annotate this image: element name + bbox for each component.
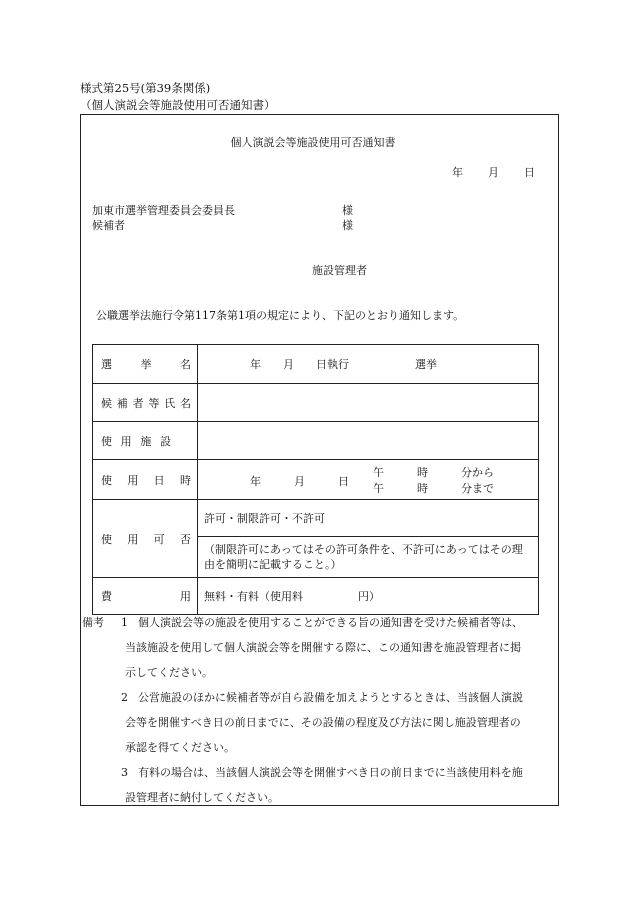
- label-election-name: 選 挙 名: [93, 345, 198, 384]
- recipient-2: [92, 217, 125, 233]
- doc-title: 個人演説会等施設使用可否通知書: [230, 136, 396, 149]
- recipient-2-honorific: 様: [342, 219, 353, 232]
- remark-2-num: 2: [121, 691, 128, 704]
- label-candidate-name: 候 補 者 等 氏 名: [93, 384, 198, 422]
- table-row: [93, 500, 539, 537]
- date-line: [452, 164, 535, 180]
- value-election-name: 年 月 日執行 選挙: [198, 345, 539, 384]
- remarks-heading: 備考: [82, 616, 104, 629]
- datetime-date: 年 月 日: [250, 475, 349, 488]
- date-year: 年: [452, 166, 463, 179]
- value-fee: 無料・有料（使用料 円）: [198, 578, 539, 615]
- label-permission: 使 用 可 否: [93, 500, 198, 578]
- remark-1-num: 1: [121, 616, 128, 629]
- datetime-to: 午 時 分まで: [373, 482, 494, 495]
- value-facility: [198, 422, 539, 460]
- table-row: [93, 460, 539, 500]
- sender: 施設管理者: [312, 264, 367, 277]
- label-datetime: 使 用 日 時: [93, 460, 198, 500]
- recipient-1-name: 加東市選挙管理委員会委員長: [92, 204, 235, 217]
- intro-text: 公職選挙法施行令第117条第1項の規定により、下記のとおり通知します。: [96, 309, 465, 322]
- remark-3-line-1: 有料の場合は、当該個人演説会等を開催すべき日の前日までに当該使用料を施: [138, 766, 523, 779]
- form-table: [92, 344, 539, 615]
- remark-2-line-3: 承認を得てください。: [125, 741, 235, 754]
- remark-2-line-2: 会等を開催すべき日の前日までに、その設備の程度及び方法に関し施設管理者の: [125, 716, 521, 729]
- value-permission: 許可・制限許可・不許可: [198, 500, 539, 537]
- form-number: 様式第25号(第39条関係): [80, 81, 211, 95]
- recipient-2-name: 候補者: [92, 219, 125, 232]
- recipient-1-honorific: 様: [342, 204, 353, 217]
- table-row: [93, 578, 539, 615]
- remark-3-line-2: 設管理者に納付してください。: [125, 791, 279, 804]
- table-row: [93, 384, 539, 422]
- remark-1-line-2: 当該施設を使用して個人演説会等を開催する際に、この通知書を施設管理者に掲: [125, 641, 521, 654]
- recipient-1: [92, 202, 235, 218]
- table-row: [93, 345, 539, 384]
- form-subtitle: （個人演説会等施設使用可否通知書）: [80, 98, 276, 112]
- datetime-from: 午 時 分から: [373, 466, 494, 479]
- date-day: 日: [524, 166, 535, 179]
- label-fee: 費 用: [93, 578, 198, 615]
- value-permission-note: （制限許可にあってはその許可条件を、不許可にあってはその理 由を簡明に記載すること。）: [198, 537, 539, 578]
- value-candidate-name: [198, 384, 539, 422]
- label-facility: 使 用 施 設: [93, 422, 198, 460]
- remark-1-line-1: 個人演説会等の施設を使用することができる旨の通知書を受けた候補者等は、: [138, 616, 523, 629]
- remark-1-line-3: 示してください。: [125, 666, 213, 679]
- date-month: 月: [488, 166, 499, 179]
- table-row: [93, 422, 539, 460]
- remark-2-line-1: 公営施設のほかに候補者等が自ら設備を加えようとするときは、当該個人演説: [138, 691, 523, 704]
- value-datetime: [198, 460, 539, 500]
- remark-3-num: 3: [121, 766, 128, 779]
